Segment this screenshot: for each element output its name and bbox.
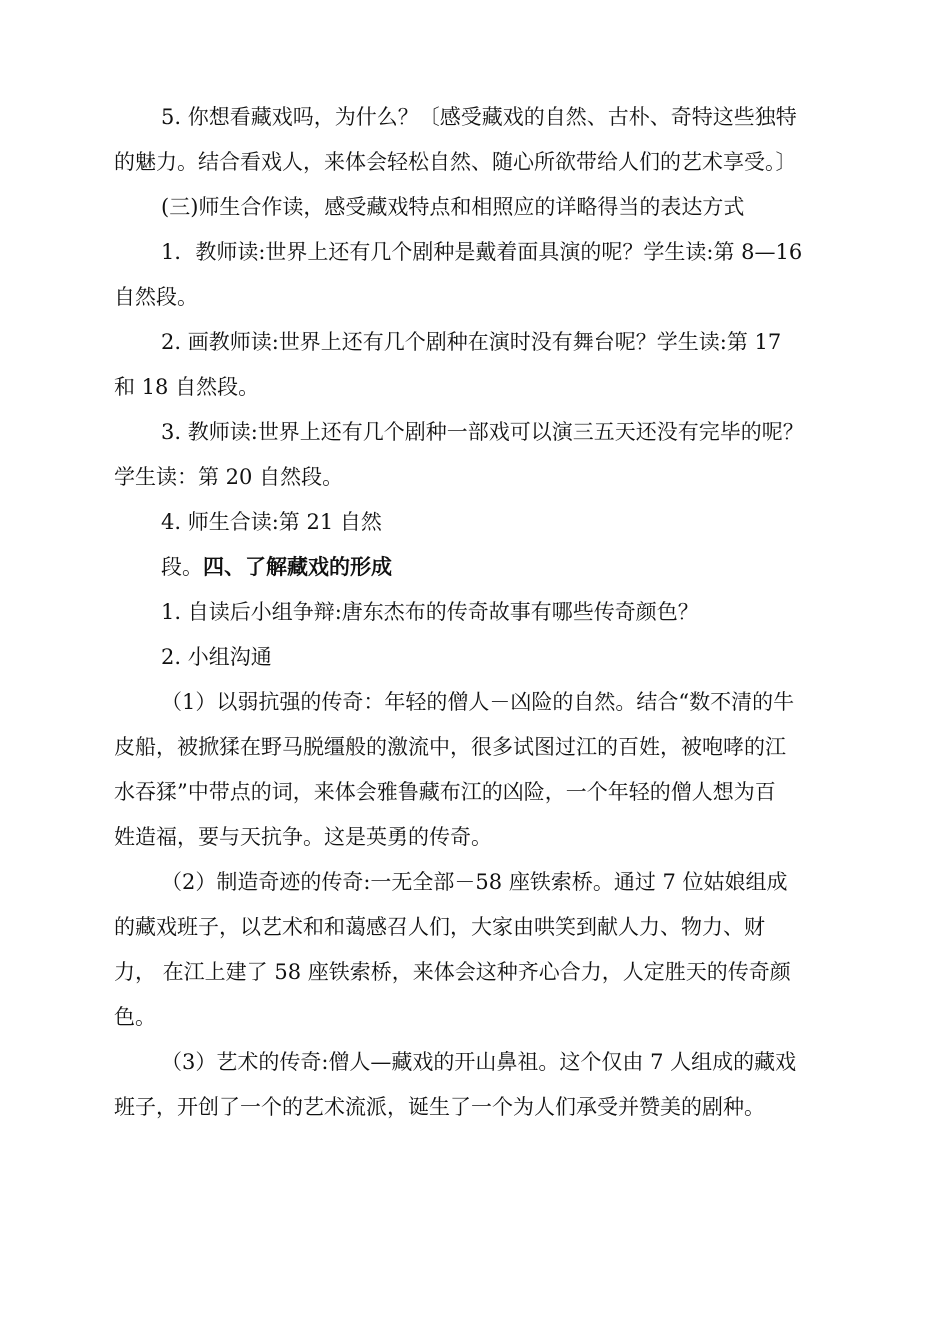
item-4-line-2 [161, 553, 392, 581]
para-1-line-4: 姓造福，要与天抗争。这是英勇的传奇。 [114, 825, 492, 849]
para-1-line-3: 水吞猱”中带点的词，来体会雅鲁藏布江的凶险，一个年轻的僧人想为百 [114, 780, 776, 804]
item-3-line-1: 3. 教师读:世界上还有几个剧种一部戏可以演三五天还没有完毕的呢？ [161, 420, 804, 444]
para-3-line-2: 班子，开创了一个的艺术流派，诞生了一个为人们承受并赞美的剧种。 [114, 1095, 765, 1119]
para-2-line-3: 力， 在江上建了 58 座铁索桥，来体会这种齐心合力，人定胜天的传奇颜 [114, 960, 791, 984]
item-5-line-2: 的魅力。结合看戏人，来体会轻松自然、随心所欲带给人们的艺术享受。〕 [114, 150, 797, 174]
item-1-line-1: 1．教师读:世界上还有几个剧种是戴着面具演的呢？学生读:第 8—16 [161, 240, 803, 264]
sec4-item-1: 1. 自读后小组争辩:唐东杰布的传奇故事有哪些传奇颜色？ [161, 600, 699, 624]
section-4-heading: 四、了解藏戏的形成 [203, 554, 392, 579]
para-2-line-2: 的藏戏班子，以艺术和和蔼感召人们，大家由哄笑到献人力、物力、财 [114, 915, 765, 939]
para-1-line-2: 皮船，被掀猱在野马脱缰般的激流中，很多试图过江的百姓，被咆哮的江 [114, 735, 786, 759]
section-3-heading: (三)师生合作读，感受藏戏特点和相照应的详略得当的表达方式 [161, 195, 745, 219]
para-3-line-1: （3）艺术的传奇:僧人—藏戏的开山鼻祖。这个仅由 7 人组成的藏戏 [161, 1050, 797, 1074]
para-2-line-4: 色。 [114, 1005, 156, 1029]
item-3-line-2: 学生读：第 20 自然段。 [114, 465, 344, 489]
item-4-line-1: 4. 师生合读:第 21 自然 [161, 510, 382, 534]
para-1-line-1: （1）以弱抗强的传奇：年轻的僧人－凶险的自然。结合“数不清的牛 [161, 690, 795, 714]
item-2-line-1: 2. 画教师读:世界上还有几个剧种在演时没有舞台呢？学生读:第 17 [161, 330, 782, 354]
item-4-tail: 段。 [161, 555, 203, 579]
item-5-line-1: 5. 你想看藏戏吗，为什么？〔感受藏戏的自然、古朴、奇特这些独特 [161, 105, 797, 129]
sec4-item-2: 2. 小组沟通 [161, 645, 272, 669]
para-2-line-1: （2）制造奇迹的传奇:一无全部－58 座铁索桥。通过 7 位姑娘组成 [161, 870, 788, 894]
item-2-line-2: 和 18 自然段。 [114, 375, 260, 399]
item-1-line-2: 自然段。 [114, 285, 198, 309]
